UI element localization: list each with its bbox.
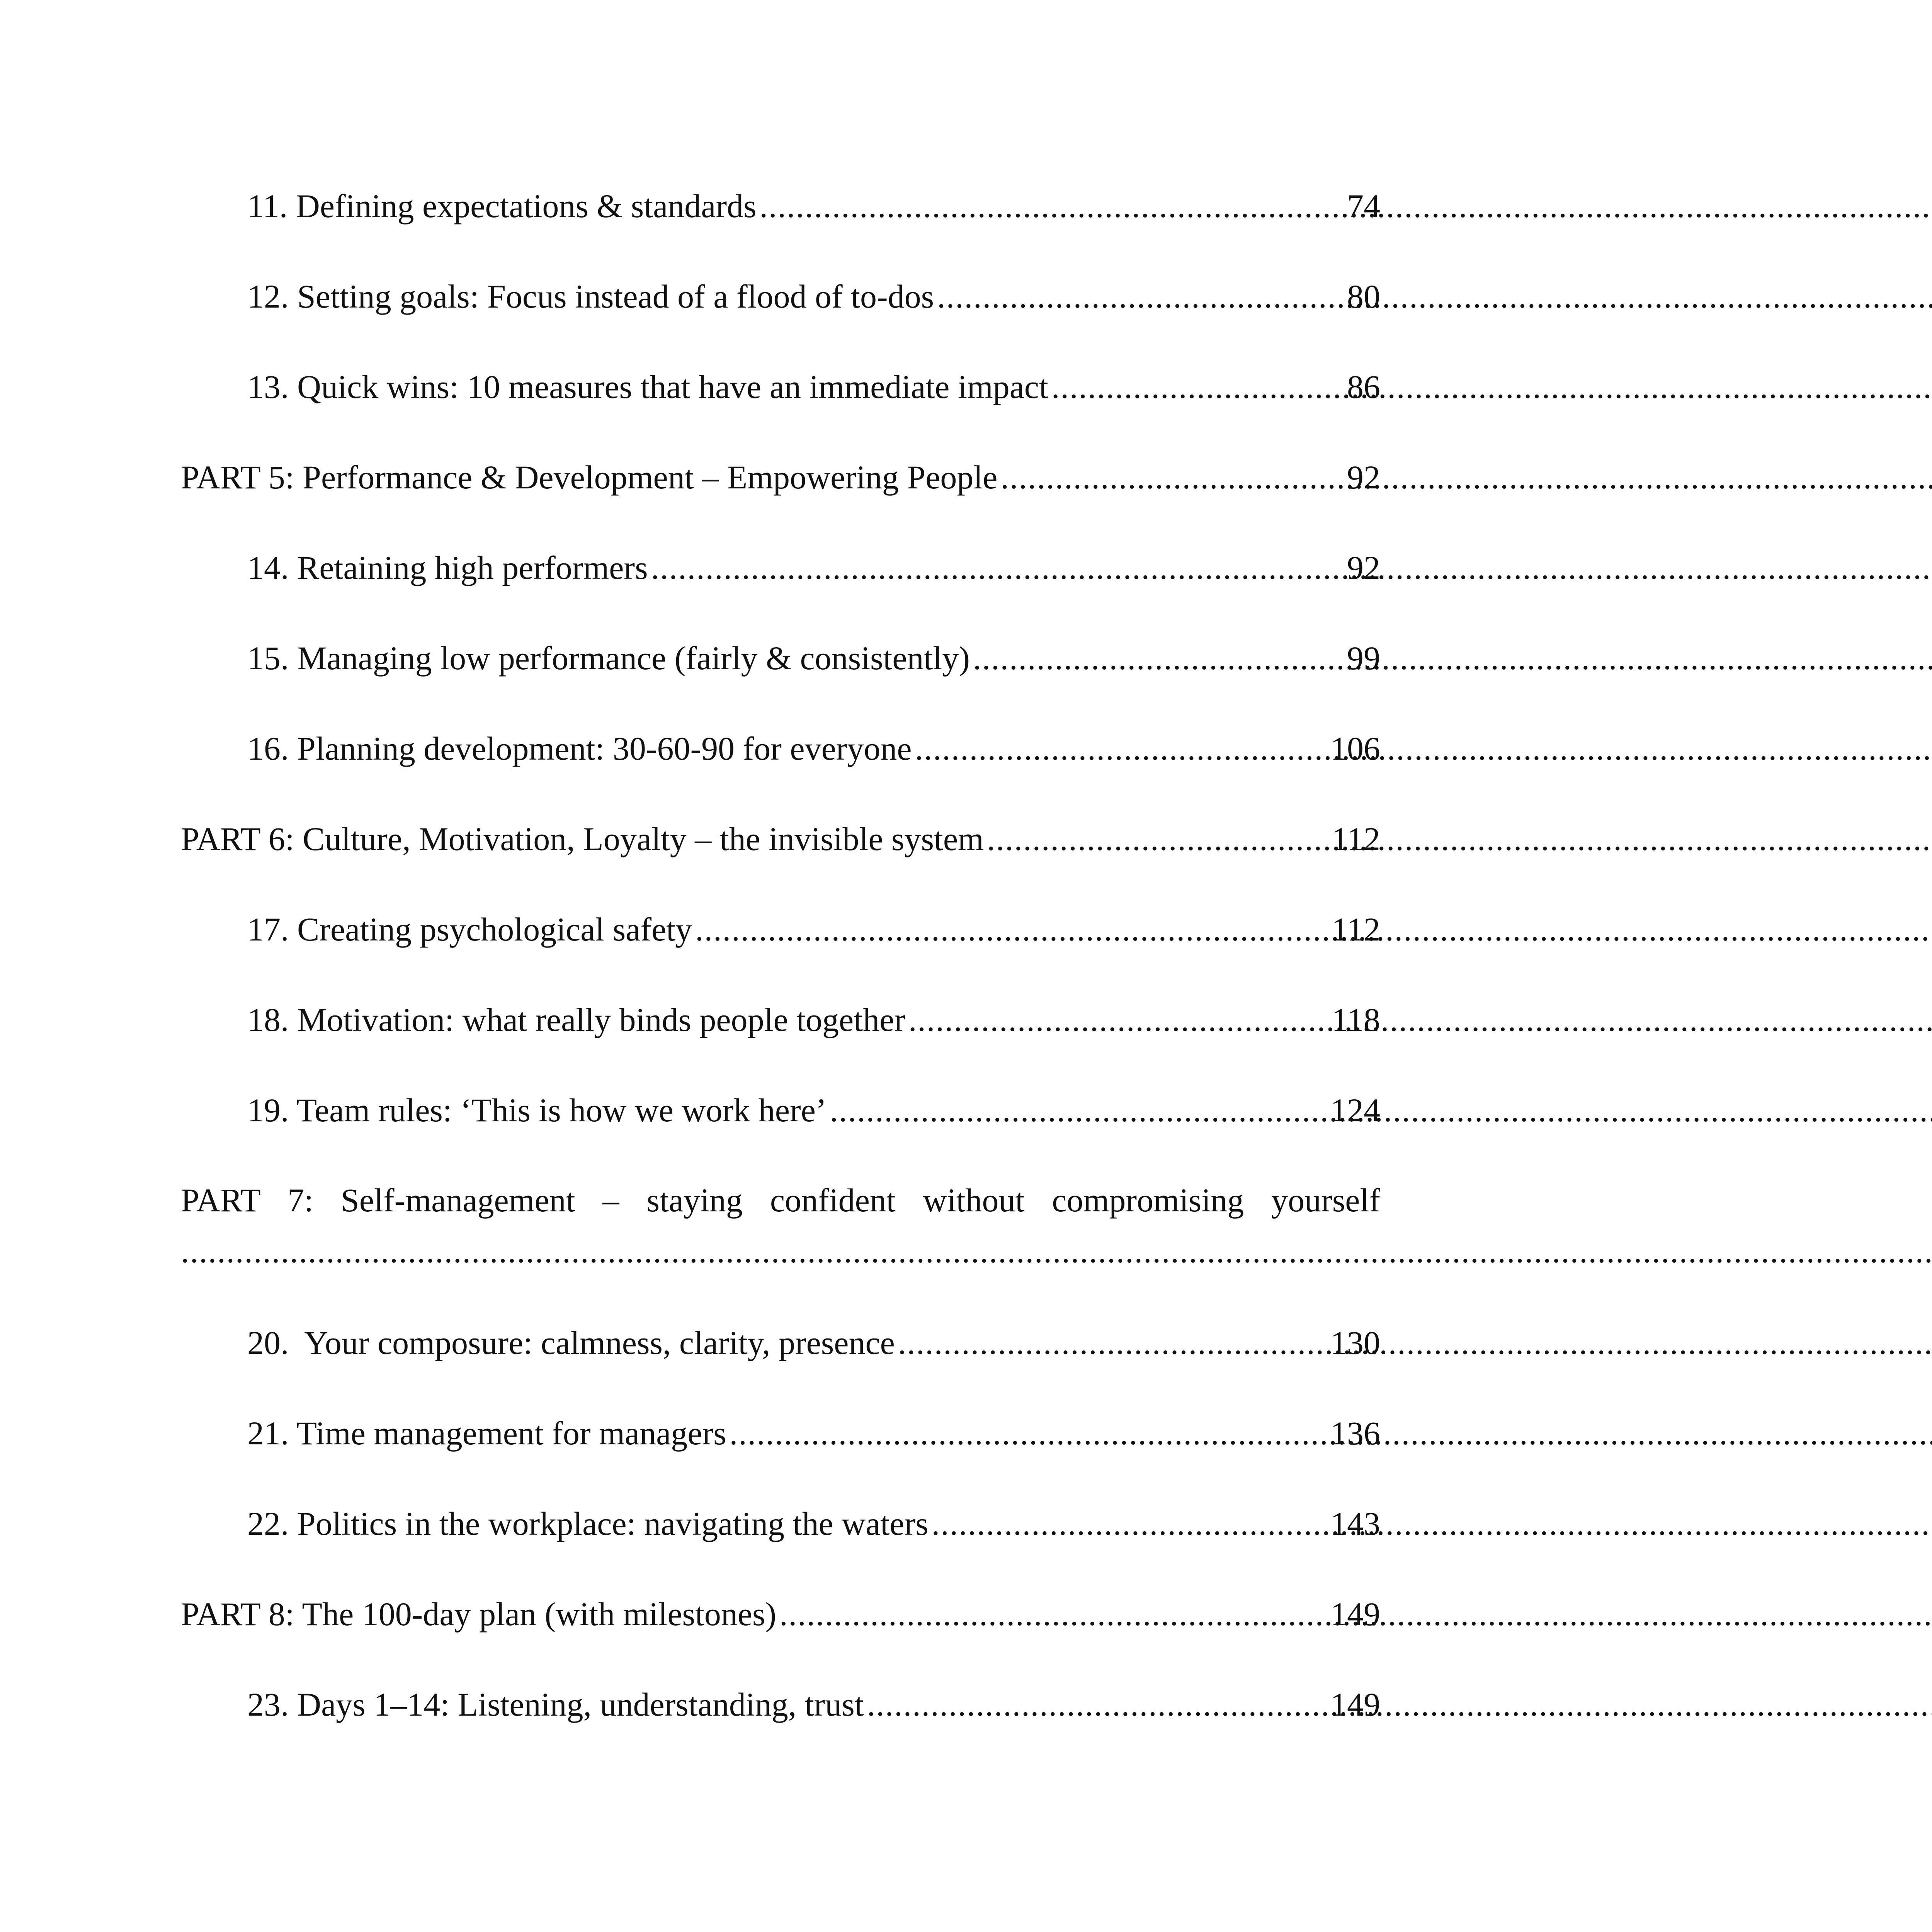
dot-leader — [181, 1226, 1932, 1277]
toc-entry-chapter-21[interactable] — [247, 1412, 1380, 1454]
toc-entry-page-number: 86 — [1347, 368, 1380, 405]
dot-leader — [779, 1593, 1327, 1635]
toc-entry-page-number: 130 — [1330, 1324, 1380, 1361]
toc-entry-title: 15. Managing low performance (fairly & consistently) — [247, 639, 970, 677]
toc-entry-part-6[interactable] — [181, 818, 1380, 860]
toc-entry-title: 11. Defining expectations & standards — [247, 187, 757, 224]
dot-leader — [1051, 366, 1344, 408]
toc-entry-title: PART 6: Culture, Motivation, Loyalty – the invisible system — [181, 820, 984, 857]
toc-entry-title: 19. Team rules: ‘This is how we work here’ — [247, 1092, 827, 1129]
toc-entry-page-number: 136 — [1330, 1415, 1380, 1452]
toc-entry-title: 16. Planning development: 30-60-90 for everyone — [247, 730, 912, 767]
dot-leader — [908, 998, 1328, 1041]
toc-entry-page-number: 99 — [1347, 639, 1380, 677]
toc-entry-chapter-19[interactable] — [247, 1089, 1380, 1131]
toc-entry-title: 23. Days 1–14: Listening, understanding, trust — [247, 1686, 864, 1723]
toc-entry-title: 20. Your composure: calmness, clarity, presence — [247, 1324, 895, 1361]
toc-entry-chapter-11[interactable] — [247, 185, 1380, 227]
toc-entry-page-number: 92 — [1347, 459, 1380, 496]
dot-leader — [730, 1412, 1327, 1454]
toc-entry-title: 18. Motivation: what really binds people together — [247, 1001, 905, 1038]
toc-entry-chapter-14[interactable] — [247, 546, 1380, 589]
toc-entry-page-number: 112 — [1332, 911, 1380, 948]
toc-entry-page-number: 74 — [1347, 187, 1380, 224]
dot-leader — [760, 185, 1344, 227]
toc-entry-title: 17. Creating psychological safety — [247, 911, 692, 948]
toc-entry-title: PART 5: Performance & Development – Empowering People — [181, 459, 998, 496]
toc-entry-chapter-20[interactable] — [247, 1321, 1380, 1364]
toc-entry-page-number: 106 — [1330, 730, 1380, 767]
dot-leader — [987, 818, 1328, 860]
toc-entry-part-7[interactable] — [181, 1175, 1380, 1277]
dot-leader — [830, 1089, 1327, 1131]
dot-leader — [898, 1321, 1327, 1364]
toc-entry-title: 22. Politics in the workplace: navigating the waters — [247, 1505, 929, 1542]
toc-entry-title: 14. Retaining high performers — [247, 549, 648, 586]
dot-leader — [695, 908, 1328, 951]
toc-entry-chapter-17[interactable] — [247, 908, 1380, 951]
toc-entry-chapter-12[interactable] — [247, 275, 1380, 318]
toc-entry-page-number: 92 — [1347, 549, 1380, 586]
dot-leader — [1000, 456, 1344, 498]
toc-entry-page-number: 149 — [1330, 1686, 1380, 1723]
dot-leader — [932, 1502, 1327, 1545]
toc-entry-page-number: 149 — [1330, 1595, 1380, 1633]
toc-entry-chapter-18[interactable] — [247, 998, 1380, 1041]
toc-entry-title: 21. Time management for managers — [247, 1415, 726, 1452]
toc-entry-chapter-15[interactable] — [247, 637, 1380, 679]
dot-leader — [973, 637, 1344, 679]
toc-entry-title: PART 7: Self-management – staying confident without compromising yourself — [181, 1182, 1380, 1219]
dot-leader — [651, 546, 1344, 589]
toc-entry-title: 12. Setting goals: Focus instead of a flood of to-dos — [247, 278, 934, 315]
toc-entry-page-number: 124 — [1330, 1092, 1380, 1129]
dot-leader — [867, 1683, 1327, 1726]
toc-entry-page-number: 143 — [1330, 1505, 1380, 1542]
toc-entry-title: 13. Quick wins: 10 measures that have an immediate impact — [247, 368, 1048, 405]
dot-leader — [937, 275, 1344, 318]
toc-entry-chapter-16[interactable] — [247, 727, 1380, 770]
dot-leader — [915, 727, 1327, 770]
toc-entry-leader-line — [181, 1226, 1380, 1277]
toc-entry-part-8[interactable] — [181, 1593, 1380, 1635]
toc-entry-chapter-13[interactable] — [247, 366, 1380, 408]
toc-entry-page-number: 112 — [1332, 820, 1380, 857]
toc-entry-page-number: 118 — [1332, 1001, 1380, 1038]
toc-entry-chapter-23[interactable] — [247, 1683, 1380, 1726]
toc-entry-page-number: 80 — [1347, 278, 1380, 315]
toc-entry-part-5[interactable] — [181, 456, 1380, 498]
toc-entry-title: PART 8: The 100-day plan (with milestones) — [181, 1595, 777, 1633]
toc-entry-chapter-22[interactable] — [247, 1502, 1380, 1545]
